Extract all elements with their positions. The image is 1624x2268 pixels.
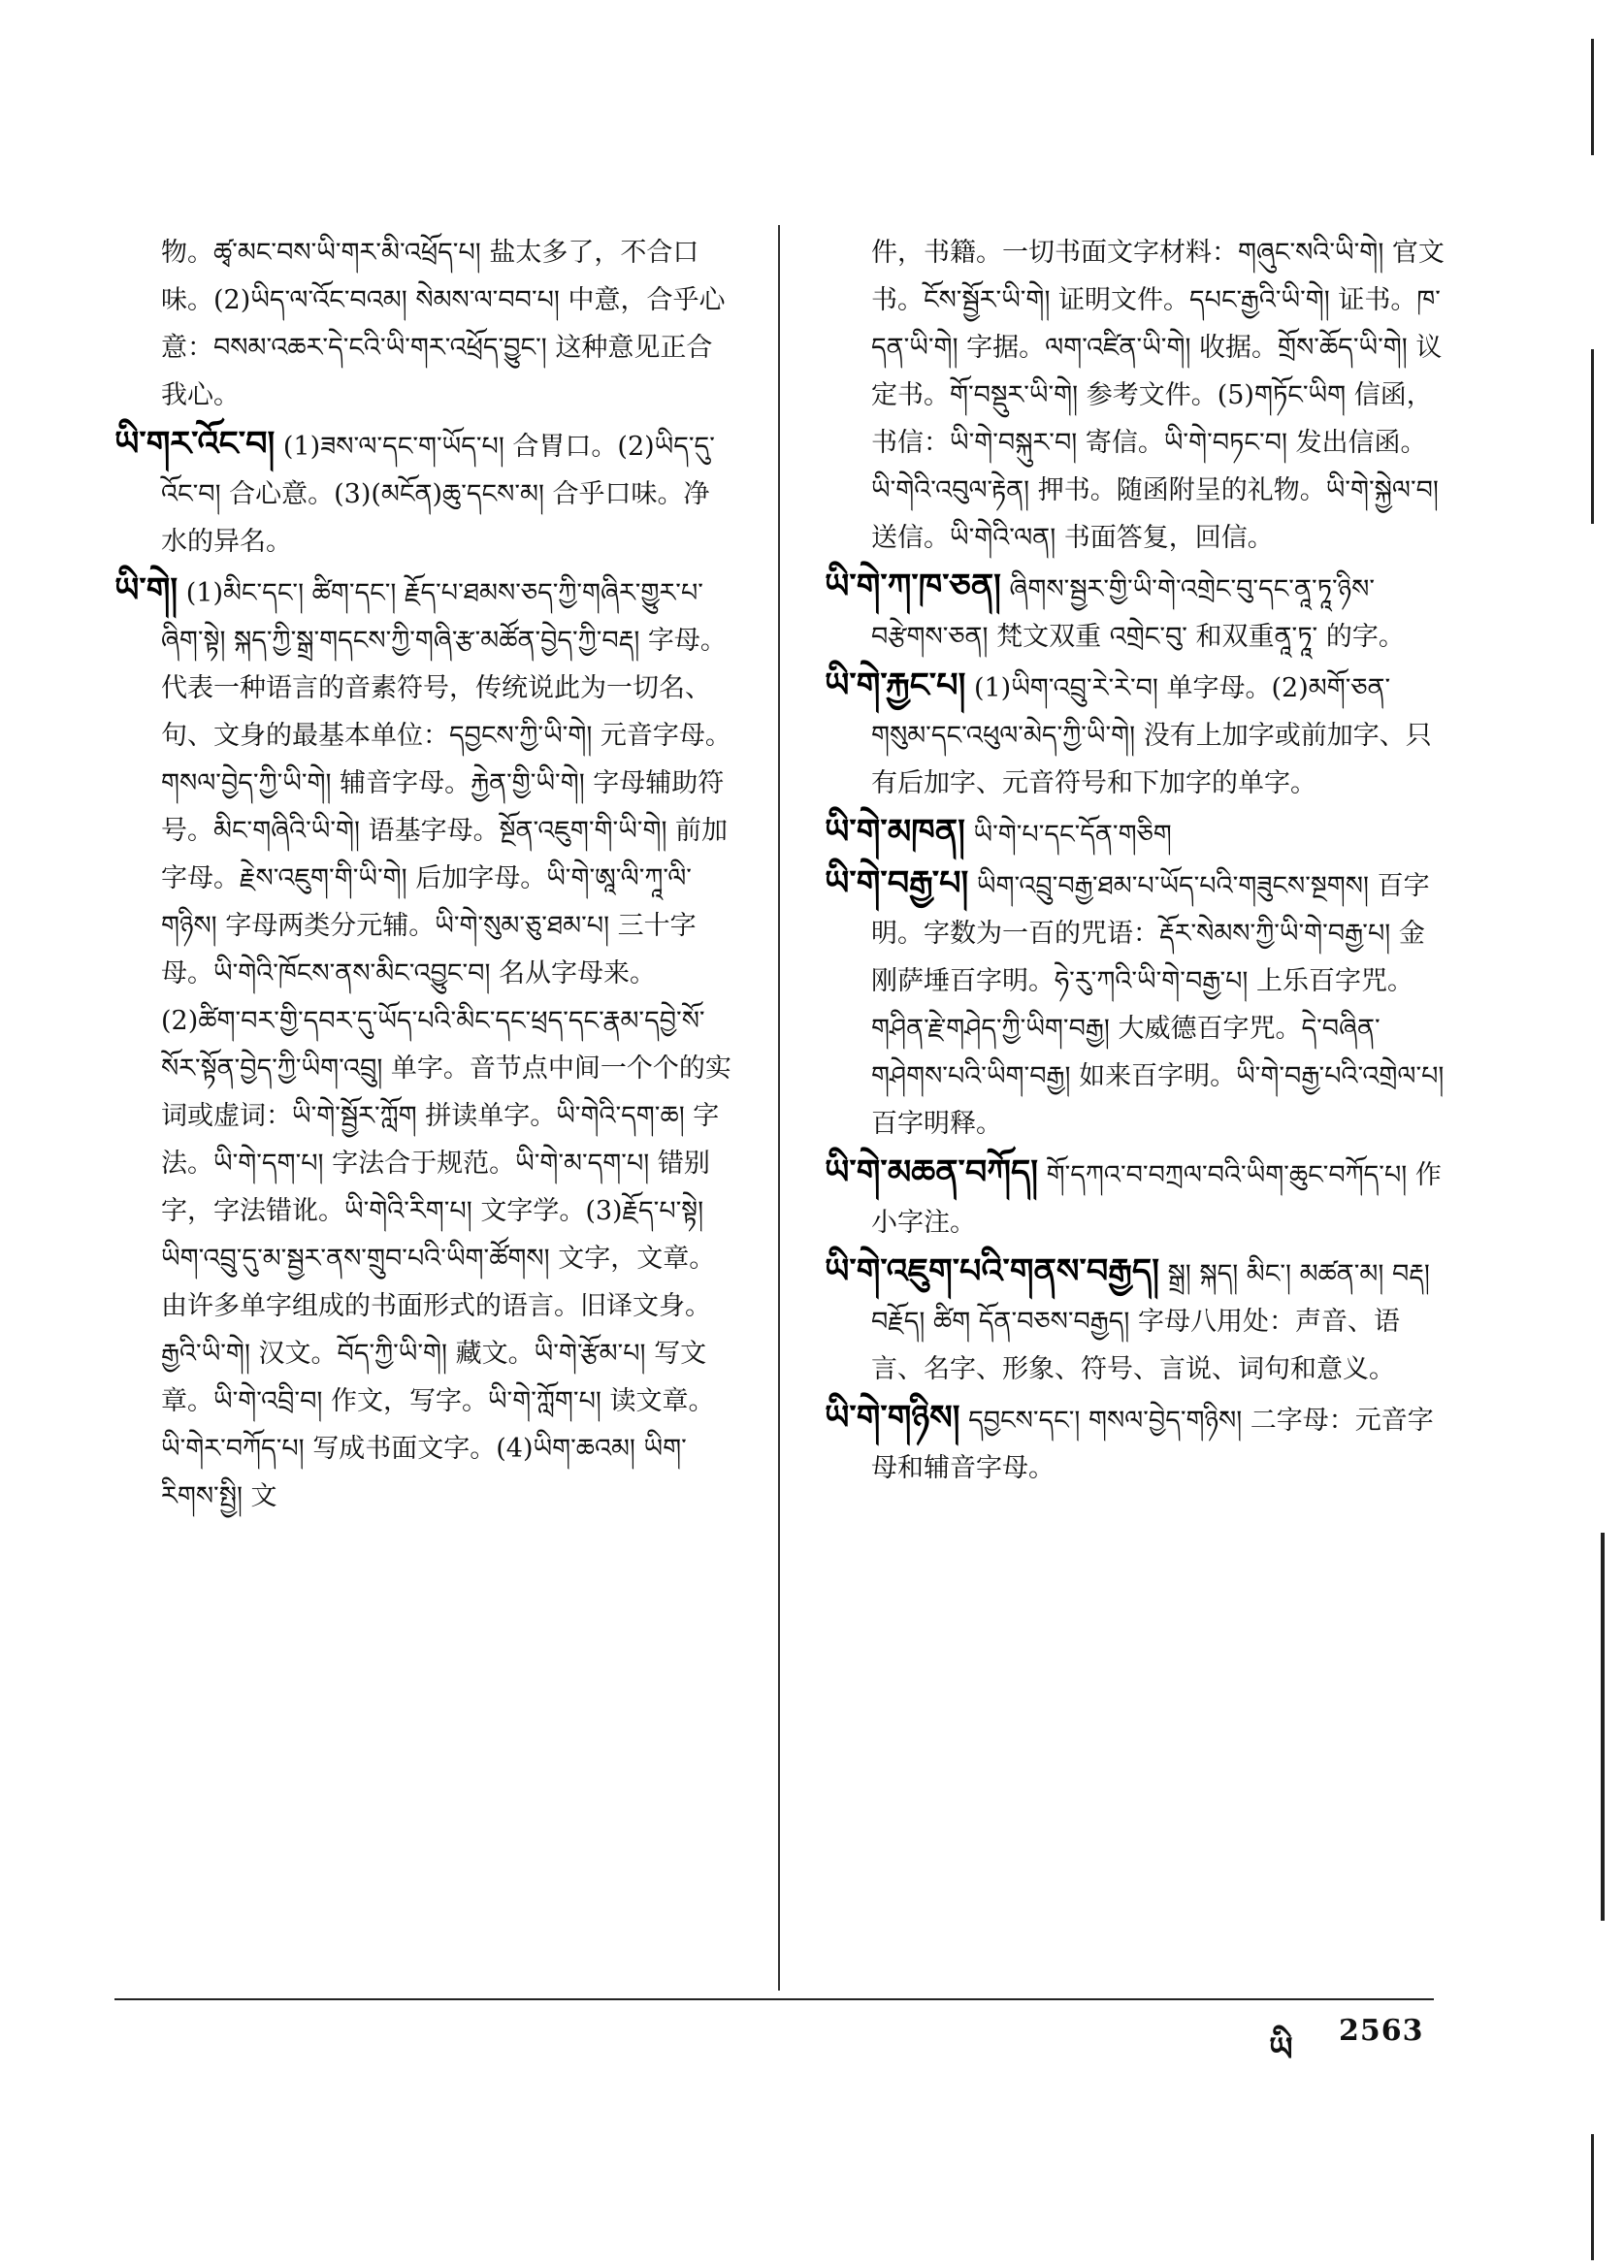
dictionary-entry	[825, 1395, 1445, 1492]
right-column	[825, 229, 1445, 1494]
scan-artifact	[1591, 2134, 1594, 2260]
entry-definition: གོ་དཀའ་བ་བཀྲལ་བའི་ཡིག་ཆུང་བཀོད་པ། 作小字注。	[871, 1160, 1442, 1238]
entry-headword: ཡི་གེ་རྐྱང་པ།	[825, 666, 966, 705]
footer-letter: ཡི	[1269, 2030, 1293, 2069]
dictionary-entry	[825, 1248, 1445, 1393]
dictionary-entry	[114, 567, 735, 1520]
dictionary-entry	[825, 809, 1445, 859]
entry-definition: ཡི་གེ་པ་དང་དོན་གཅིག	[973, 820, 1172, 850]
footer-rule	[114, 1998, 1434, 2000]
dictionary-entry	[825, 229, 1445, 562]
entry-definition: 物。ཚྭ་མང་བས་ཡི་གར་མི་འཕྲོད་པ། 盐太多了，不合口味。(2)ཡིད་ལ་འོང་བའམ། སེམས་ལ་བབ་པ། 中意，合乎心意：བསམ་འཆར་དེ་ངའི་ཡི་གར་འཕྲོད་བྱུང་། 这种意见正合我心。	[161, 238, 726, 410]
entry-definition: (1)ཡིག་འབྲུ་རེ་རེ་བ། 单字母。(2)མགོ་ཅན་གསུམ་དང་འཕུལ་མེད་ཀྱི་ཡི་གེ། 没有上加字或前加字、只有后加字、元音符号和下加字的单字。	[871, 673, 1432, 798]
column-separator	[778, 225, 780, 1991]
scan-artifact	[1591, 349, 1594, 524]
scan-artifact	[1601, 1533, 1605, 1921]
entry-headword: ཡི་གར་འོང་བ།	[114, 425, 276, 464]
entry-headword: ཡི་གེ་གཉིས།	[825, 1399, 960, 1438]
dictionary-entry	[825, 564, 1445, 661]
entry-headword: ཡི་གེ་མཆན་བཀོད།	[825, 1153, 1039, 1192]
entry-definition: ཡིག་འབྲུ་བརྒྱ་ཐམ་པ་ཡོད་པའི་གཟུངས་སྔགས། 百字明。字数为一百的咒语：རྡོར་སེམས་ཀྱི་ཡི་གེ་བརྒྱ་པ། 金刚萨埵百字明。ཧེ་རུ་ཀའི་ཡི་གེ་བརྒྱ་པ། 上乐百字咒。གཤིན་རྗེ་གཤེད་ཀྱི་ཡིག་བརྒྱ། 大威德百字咒。དེ་བཞིན་གཤེགས་པའི་ཡིག་བརྒྱ། 如来百字明。ཡི་གེ་བརྒྱ་པའི་འགྲེལ་པ། 百字明释。	[871, 871, 1445, 1139]
dictionary-entry	[114, 421, 735, 566]
entry-definition: 件，书籍。一切书面文字材料：གཞུང་སའི་ཡི་གེ། 官文书。ངོས་སྦྱོར་ཡི་གེ། 证明文件。དཔང་རྒྱའི་ཡི་གེ། 证书。ཁ་དན་ཡི་གེ། 字据。ལག་འཛིན་ཡི་གེ། 收据。གྲོས་ཆོད་ཡི་གེ། 议定书。གོ་བསྡུར་ཡི་གེ། 参考文件。(5)གཏོང་ཡིག 信函，书信：ཡི་གེ་བསྐུར་བ། 寄信。ཡི་གེ་བཏང་བ། 发出信函。ཡི་གེའི་འབུལ་རྟེན། 押书。随函附呈的礼物。ཡི་གེ་སྐྱེལ་བ། 送信。ཡི་གེའི་ལན། 书面答复，回信。	[871, 238, 1445, 553]
page-number: 2563	[1339, 2014, 1424, 2048]
entry-headword: ཡི་གེ་བརྒྱ་པ།	[825, 864, 969, 903]
entry-headword: ཡི་གེ་ཀ་ཁ་ཅན།	[825, 567, 1001, 606]
left-column	[114, 229, 735, 1522]
entry-definition: ཞིགས་སྦྱར་གྱི་ཡི་གེ་འགྲེང་བུ་དང་ནཱ་ཏཱ་ཉིས་བརྩེགས་ཅན། 梵文双重 འགྲེང་བུ་ 和双重ནཱ་ཏཱ་ 的字。	[871, 574, 1405, 652]
entry-definition: དབྱངས་དང་། གསལ་བྱེད་གཉིས། 二字母：元音字母和辅音字母。	[871, 1406, 1434, 1483]
entry-definition: (1)ཟས་ལ་དང་ག་ཡོད་པ། 合胃口。(2)ཡིད་དུ་འོང་བ། 合心意。(3)(མངོན)ཆུ་དངས་མ། 合乎口味。净水的异名。	[161, 432, 715, 557]
dictionary-entry	[825, 663, 1445, 807]
dictionary-entry	[825, 1150, 1445, 1247]
scan-artifact	[1591, 39, 1594, 155]
entry-definition: སྒྲ། སྐད། མིང་། མཚན་མ། བརྡ། བརྗོད། ཚིག དོན་བཅས་བརྒྱད། 字母八用处：声音、语言、名字、形象、符号、言说、词句和意义。	[871, 1259, 1430, 1384]
entry-headword: ཡི་གེ།	[114, 571, 179, 610]
entry-headword: ཡི་གེ་འཇུག་པའི་གནས་བརྒྱད།	[825, 1252, 1159, 1291]
entry-headword: ཡི་གེ་མཁན།	[825, 813, 965, 852]
dictionary-entry	[825, 860, 1445, 1148]
dictionary-entry	[114, 229, 735, 419]
entry-definition: (1)མིང་དང་། ཚིག་དང་། རྗོད་པ་ཐམས་ཅད་ཀྱི་གཞིར་གྱུར་པ་ཞིག་སྟེ། སྐད་ཀྱི་སྒྲ་གདངས་ཀྱི་གཞི་རྩ་མཚོན་བྱེད་ཀྱི་བརྡ། 字母。代表一种语言的音素符号，传统说此为一切名、句、文身的最基本单位：དབྱངས་ཀྱི་ཡི་གེ། 元音字母。གསལ་བྱེད་ཀྱི་ཡི་གེ། 辅音字母。རྐྱེན་གྱི་ཡི་གེ། 字母辅助符号。མིང་གཞིའི་ཡི་གེ། 语基字母。སྔོན་འཇུག་གི་ཡི་གེ། 前加字母。རྗེས་འཇུག་གི་ཡི་གེ། 后加字母。ཡི་གེ་ཨཱ་ལི་ཀཱ་ལི་གཉིས། 字母两类分元辅。ཡི་གེ་སུམ་ཅུ་ཐམ་པ། 三十字母。ཡི་གེའི་ཁོངས་ནས་མིང་འབྱུང་བ། 名从字母来。(2)ཚིག་བར་གྱི་དབར་དུ་ཡོད་པའི་མིང་དང་ཕྲད་དང་རྣམ་དབྱེ་སོ་སོར་སྟོན་བྱེད་ཀྱི་ཡིག་འབྲུ། 单字。音节点中间一个个的实词或虚词：ཡི་གེ་སྦྱོར་ཀློག 拼读单字。ཡི་གེའི་དག་ཆ། 字法。ཡི་གེ་དག་པ། 字法合于规范。ཡི་གེ་མ་དག་པ། 错别字，字法错讹。ཡི་གེའི་རིག་པ། 文字学。(3)རྗོད་པ་སྟེ། ཡིག་འབྲུ་དུ་མ་སྦྱར་ནས་གྲུབ་པའི་ཡིག་ཚོགས། 文字，文章。由许多单字组成的书面形式的语言。旧译文身。རྒྱའི་ཡི་གེ། 汉文。བོད་ཀྱི་ཡི་གེ། 藏文。ཡི་གེ་རྩོམ་པ། 写文章。ཡི་གེ་འབྲི་བ། 作文，写字。ཡི་གེ་ཀློག་པ། 读文章。ཡི་གེར་བཀོད་པ། 写成书面文字。(4)ཡིག་ཆའམ། ཡིག་རིགས་སྤྱི། 文	[161, 578, 731, 1511]
